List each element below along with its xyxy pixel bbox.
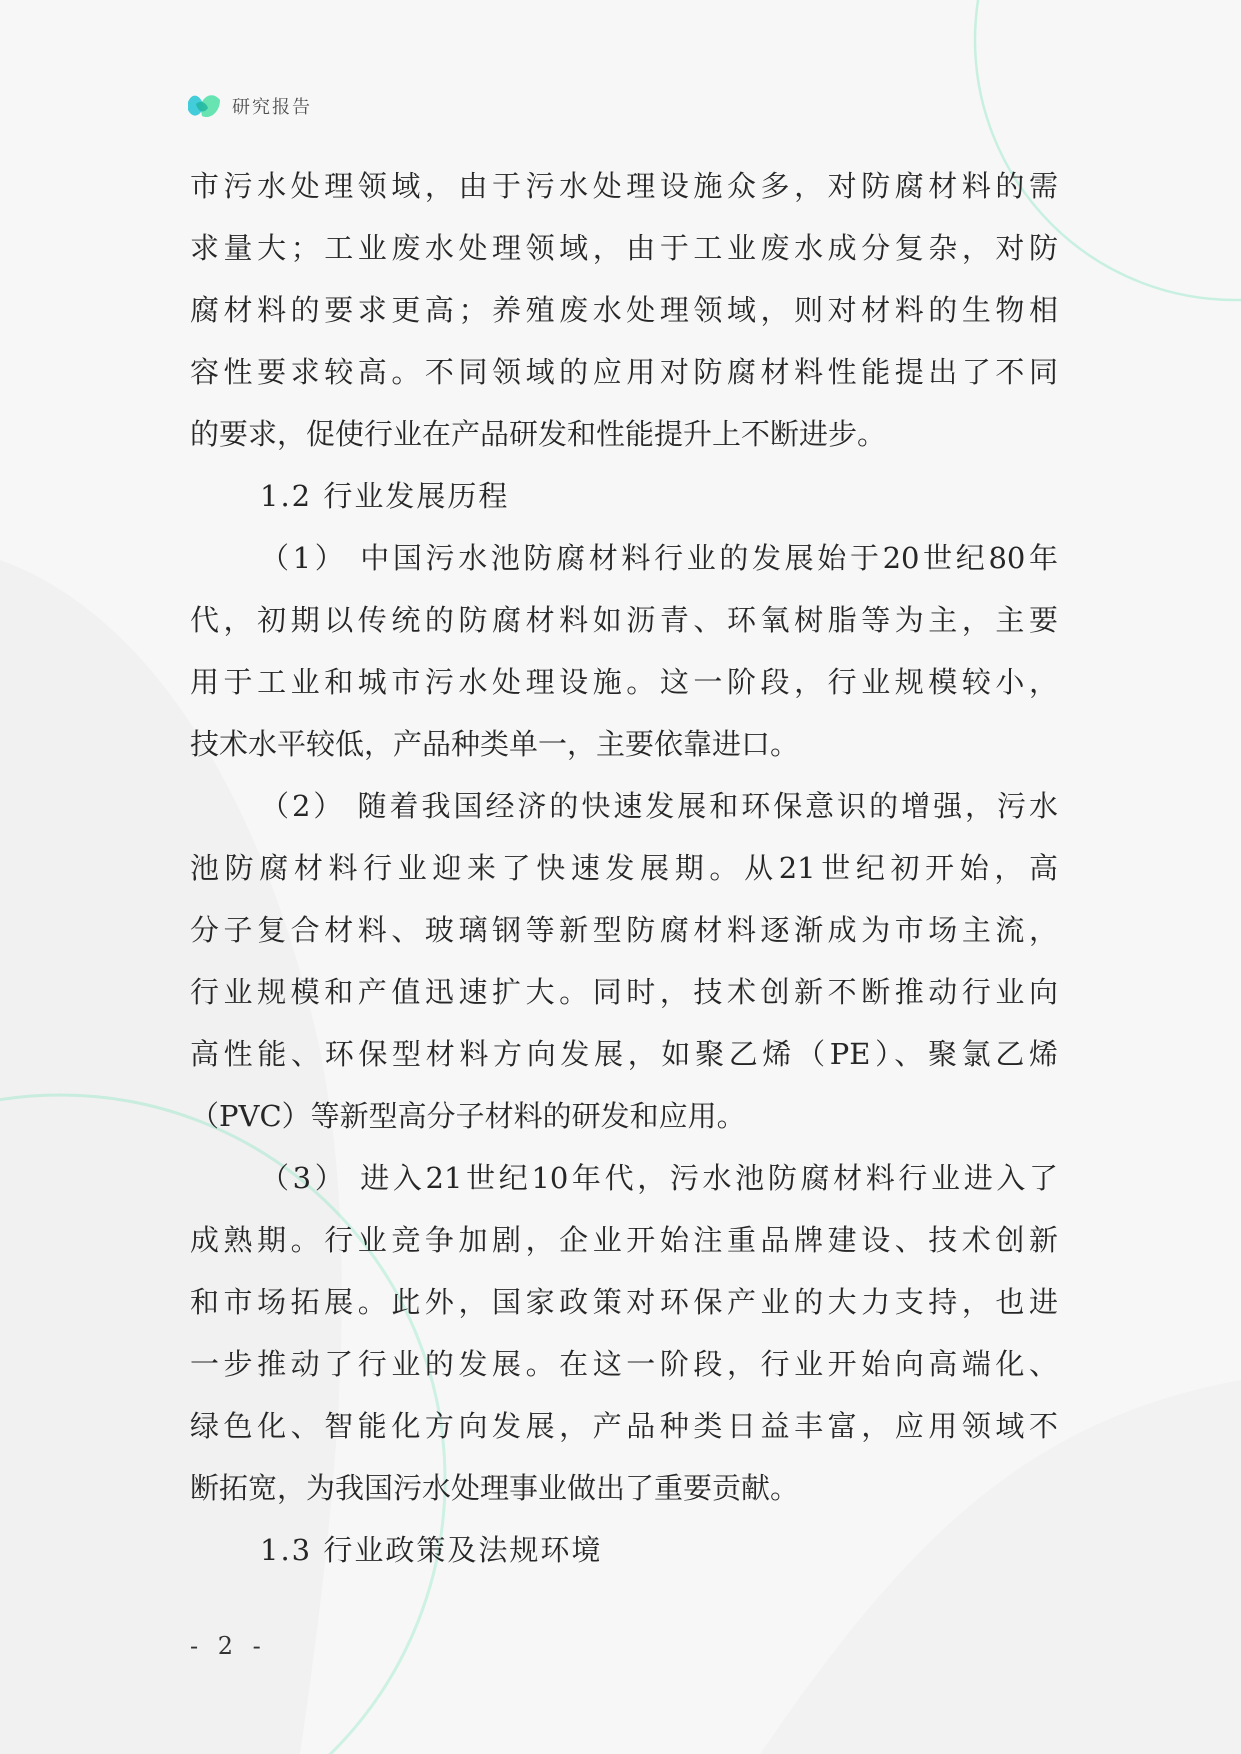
body-line: 绿色化、智能化方向发展，产品种类日益丰富，应用领域不 (190, 1409, 1058, 1443)
section-heading: 1.3 行业政策及法规环境 (260, 1533, 603, 1567)
body-line: 的要求，促使行业在产品研发和性能提升上不断进步。 (190, 417, 887, 451)
page-number: - 2 - (190, 1632, 267, 1660)
body-line: （1） 中国污水池防腐材料行业的发展始于20世纪80年 (260, 541, 1058, 575)
body-line: 市污水处理领域，由于污水处理设施众多，对防腐材料的需 (190, 169, 1058, 203)
body-line: （PVC）等新型高分子材料的研发和应用。 (190, 1099, 746, 1133)
body-line: （3） 进入21世纪10年代，污水池防腐材料行业进入了 (260, 1161, 1058, 1195)
brand-logo-icon (186, 90, 222, 122)
body-line: 腐材料的要求更高；养殖废水处理领域，则对材料的生物相 (190, 293, 1058, 327)
body-line: 行业规模和产值迅速扩大。同时，技术创新不断推动行业向 (190, 975, 1058, 1009)
body-line: 成熟期。行业竞争加剧，企业开始注重品牌建设、技术创新 (190, 1223, 1058, 1257)
document-body (190, 155, 1058, 1581)
body-line: 和市场拓展。此外，国家政策对环保产业的大力支持，也进 (190, 1285, 1058, 1319)
body-line: 用于工业和城市污水处理设施。这一阶段，行业规模较小， (190, 665, 1058, 699)
body-line: 求量大；工业废水处理领域，由于工业废水成分复杂，对防 (190, 231, 1058, 265)
body-line: 分子复合材料、玻璃钢等新型防腐材料逐渐成为市场主流， (190, 913, 1058, 947)
report-header-title: 研究报告 (232, 97, 312, 118)
body-line: 容性要求较高。不同领域的应用对防腐材料性能提出了不同 (190, 355, 1058, 389)
body-line: 池防腐材料行业迎来了快速发展期。从21世纪初开始，高 (190, 851, 1058, 885)
section-heading: 1.2 行业发展历程 (260, 479, 510, 513)
body-line: 代，初期以传统的防腐材料如沥青、环氧树脂等为主，主要 (190, 603, 1058, 637)
body-line: 断拓宽，为我国污水处理事业做出了重要贡献。 (190, 1471, 800, 1505)
report-header (186, 88, 312, 124)
body-line: 技术水平较低，产品种类单一，主要依靠进口。 (190, 727, 800, 761)
body-line: 高性能、环保型材料方向发展，如聚乙烯（PE）、聚氯乙烯 (190, 1037, 1058, 1071)
body-line: 一步推动了行业的发展。在这一阶段，行业开始向高端化、 (190, 1347, 1058, 1381)
body-line: （2） 随着我国经济的快速发展和环保意识的增强，污水 (260, 789, 1058, 823)
